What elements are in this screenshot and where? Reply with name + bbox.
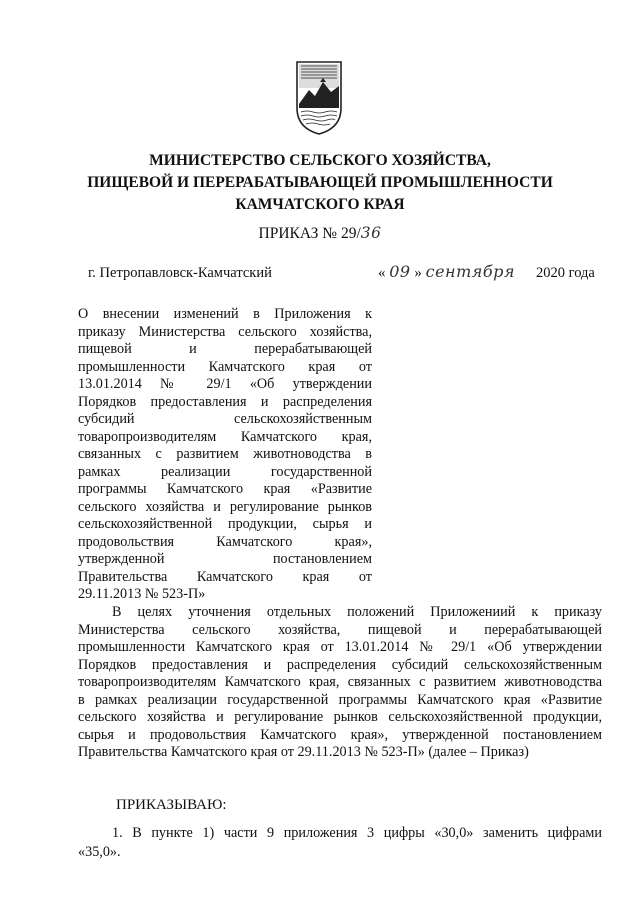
date-open-quote: « [378,265,386,281]
subject-line: промышленности Камчатского края от [78,358,372,375]
preamble-line: Правительства Камчатского края от 29.11.2013 № 523-П» (далее – Приказ) [78,744,529,760]
date-month-handwritten: сентября [425,262,515,281]
subject-line: рамках реализации государственной [78,463,372,480]
preamble-line: сырья и продовольствия Камчатского края», утвержденной постановлением [78,726,602,743]
orders-heading: ПРИКАЗЫВАЮ: [116,797,227,813]
kamchatka-coat-of-arms-icon [293,58,345,136]
subject-line: продовольствия Камчатского края», [78,533,372,550]
place-of-issue: г. Петропавловск-Камчатский [88,265,272,281]
preamble-line: промышленности Камчатского края от 13.01.2014 № 29/1 «Об утверждении [78,639,602,655]
order-subject [78,306,372,604]
subject-line: Порядков предоставления и распределения [78,393,372,410]
subject-line: связанных с развитием животноводства в [78,446,372,462]
subject-line: программы Камчатского края «Развитие [78,481,372,497]
preamble-paragraph [78,604,602,762]
header-line: ПИЩЕВОЙ И ПЕРЕРАБАТЫВАЮЩЕЙ ПРОМЫШЛЕННОСТИ [87,174,553,191]
point-line: «35,0». [78,844,121,860]
preamble-line: в рамках реализации государственной программы Камчатского края «Развитие [78,691,602,708]
order-title [60,222,580,245]
subject-line: О внесении изменений в Приложения к [78,306,372,322]
date-close-quote: » [414,265,422,281]
subject-line: пищевой и перерабатывающей [78,341,372,357]
preamble-line: товаропроизводителям Камчатского края, связанных с развитием животноводства [78,674,602,690]
subject-line: 29.11.2013 № 523-П» [78,586,206,602]
subject-line: утвержденной постановлением [78,551,372,567]
subject-line: 13.01.2014 № 29/1 «Об утверждении [78,376,372,392]
subject-line: сельского хозяйства и регулирование рынков [78,498,372,515]
preamble-line: Порядков предоставления и распределения субсидий сельскохозяйственным [78,656,602,673]
order-number-handwritten: 36 [360,224,382,242]
subject-line: товаропроизводителям Камчатского края, [78,428,372,445]
preamble-line: сельского хозяйства и регулирование рынков сельскохозяйственной продукции, [78,709,602,725]
header-line: МИНИСТЕРСТВО СЕЛЬСКОГО ХОЗЯЙСТВА, [149,152,491,169]
order-point-1 [78,824,602,862]
point-line: 1. В пункте 1) части 9 приложения 3 цифры «30,0» заменить цифрами [112,825,602,841]
date-day-handwritten: 09 [389,262,411,281]
preamble-line: В целях уточнения отдельных положений Приложениий к приказу [112,604,602,620]
order-prefix: ПРИКАЗ № 29/ [258,225,361,242]
subject-line: субсидий сельскохозяйственным [78,411,372,427]
subject-line: сельскохозяйственной продукции, сырья и [78,516,372,532]
preamble-line: Министерства сельского хозяйства, пищевой и перерабатывающей [78,621,602,638]
order-date [378,261,515,284]
date-year: 2020 года [536,265,595,281]
ministry-header [60,150,580,216]
subject-line: приказу Министерства сельского хозяйства, [78,323,372,340]
subject-line: Правительства Камчатского края от [78,568,372,585]
header-line: КАМЧАТСКОГО КРАЯ [235,196,405,213]
